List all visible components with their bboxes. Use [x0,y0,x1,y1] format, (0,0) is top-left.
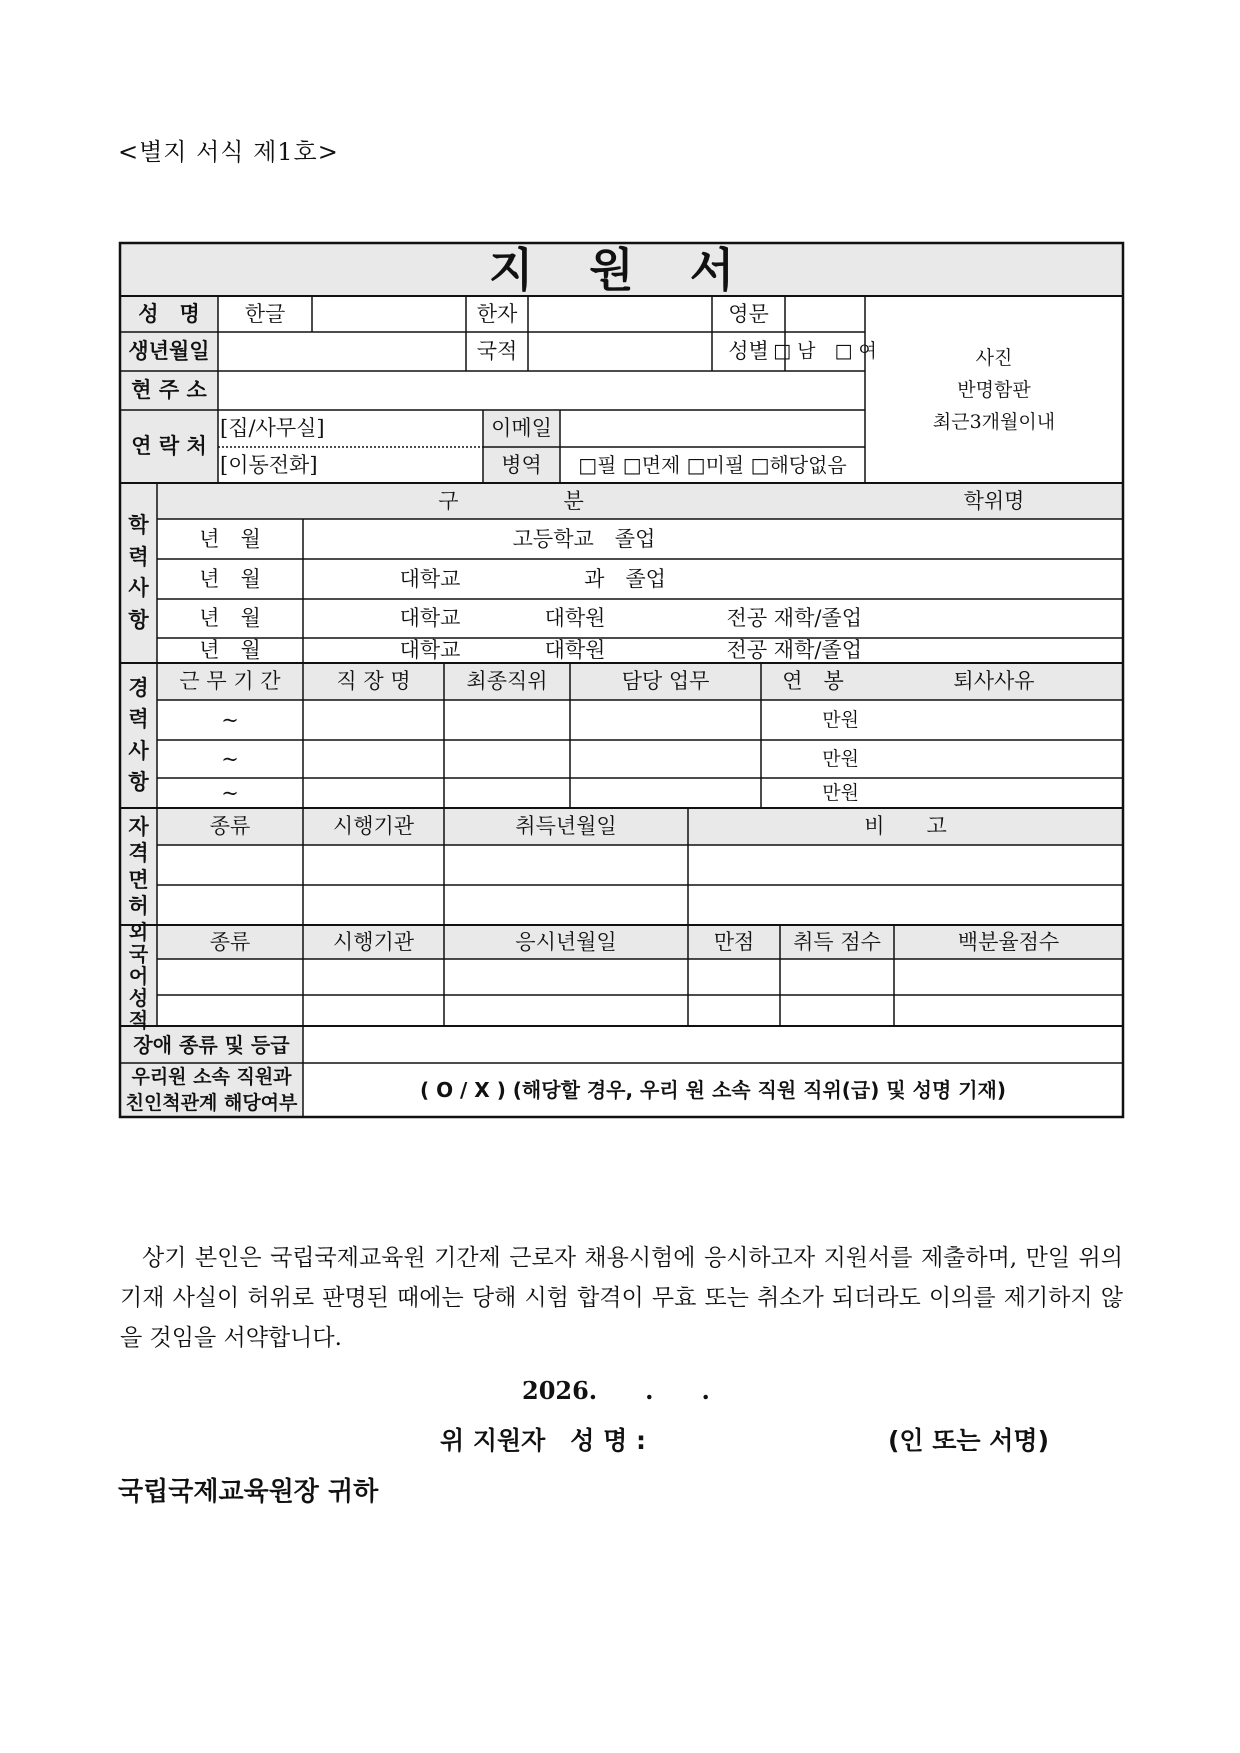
education-year-month[interactable]: 년 월 [199,606,261,630]
email-field[interactable] [560,410,865,447]
education-label-char: 학 [128,513,149,537]
career-period-field[interactable]: ~ [221,780,239,805]
email-label: 이메일 [491,416,552,440]
license-label-char: 허 [128,893,149,918]
gender-label: 성별 [728,339,769,363]
career-section-label [120,663,157,808]
license-section-label [120,808,157,925]
career-period-field[interactable]: ~ [221,746,239,771]
education-category-header: 구 분 [438,488,584,513]
education-row-highschool: 고등학교 졸업 [512,526,656,551]
education-label-char: 력 [128,544,149,569]
pledge-paragraph: 상기 본인은 국립국제교육원 기간제 근로자 채용시험에 응시하고자 지원서를 제출하며, 만일 위의 기재 사실이 허위로 판명된 때에는 당해 시험 합격이 무효 또는 취소가 되더라도 이의를 제기하지 않을 것임을 서약합니다. [120,1245,1123,1351]
korean-name-field[interactable] [312,296,466,332]
language-percentile-header: 백분율점수 [957,929,1060,954]
form-title: 지 원 서 [488,242,755,297]
education-year-month[interactable]: 년 월 [199,526,261,551]
disability-label: 장애 종류 및 등급 [133,1032,290,1057]
photo-caption-line1: 사진 [975,346,1013,369]
hanja-name-label: 한자 [476,301,518,326]
home-office-phone-field[interactable]: [집/사무실] [220,416,325,440]
career-duty-header: 담당 업무 [621,669,710,693]
license-type-header: 종류 [209,814,251,838]
language-label-char: 성 [128,985,149,1010]
license-remarks-header: 비 고 [864,814,947,838]
staff-relation-label-line1: 우리원 소속 직원과 [131,1066,292,1088]
language-label-char: 어 [128,963,149,988]
license-label-char: 면 [128,867,149,892]
form-number-note: <별지 서식 제1호> [118,138,339,166]
career-period-field[interactable]: ~ [221,707,239,732]
language-score-header: 취득 점수 [793,929,881,954]
language-test-date-header: 응시년월일 [515,929,617,954]
career-label-char: 사 [128,738,149,763]
education-university-text: 대학교 [399,638,461,662]
education-year-month[interactable]: 년 월 [199,566,261,591]
photo-box [865,296,1123,483]
education-section-label [120,483,157,663]
license-label-char: 격 [128,841,149,866]
education-graduate-text: 대학원 [544,638,606,662]
staff-relation-field[interactable]: ( O / X ) (해당할 경우, 우리 원 소속 직원 직위(급) 및 성명 기재) [419,1078,1007,1102]
career-label-char: 항 [128,770,149,794]
career-period-header: 근 무 기 간 [179,669,281,693]
education-graduate-text: 대학원 [544,606,606,630]
license-issuer-header: 시행기관 [332,814,415,838]
language-type-header: 종류 [209,929,251,954]
korean-name-label: 한글 [244,301,286,326]
address-field[interactable] [218,371,865,410]
education-university-text: 대학교 [399,606,461,630]
education-major-status-text: 전공 재학/졸업 [726,638,862,662]
nationality-field[interactable] [528,332,712,371]
staff-relation-label-line2: 친인척관계 해당여부 [125,1092,298,1114]
career-position-header: 최종직위 [466,669,548,693]
addressee: 국립국제교육원장 귀하 [118,1477,379,1507]
license-label-char: 자 [128,815,149,839]
language-label-char: 외 [128,919,149,944]
signature-seal-placeholder[interactable]: (인 또는 서명) [888,1426,1050,1455]
language-issuer-header: 시행기관 [332,929,415,954]
education-university-text: 대학교 [399,566,461,591]
disability-field[interactable] [303,1026,1123,1063]
nationality-label: 국적 [476,339,518,363]
photo-caption-line3: 최근3개월이내 [932,410,1056,433]
birth-date-field[interactable] [218,332,466,371]
language-section-label [120,919,157,1032]
education-year-month[interactable]: 년 월 [199,638,261,662]
military-service-label: 병역 [501,452,542,477]
education-label-char: 항 [128,607,149,632]
education-major-status-text: 전공 재학/졸업 [726,606,862,630]
military-service-checkboxes[interactable]: □필 □면제 □미필 □해당없음 [578,453,847,477]
hanja-name-field[interactable] [528,296,712,332]
english-name-label: 영문 [728,301,769,326]
career-salary-unit: 만원 [822,747,859,770]
language-max-score-header: 만점 [713,929,755,954]
application-form [120,243,1123,1225]
name-label: 성 명 [138,301,200,326]
staff-relation-label [120,1063,303,1117]
photo-caption-line2: 반명함판 [957,378,1031,401]
address-label: 현 주 소 [131,378,207,402]
career-salary-unit: 만원 [822,708,859,731]
english-name-field[interactable] [785,296,865,332]
career-company-header: 직 장 명 [336,669,411,693]
education-degree-header: 학위명 [963,488,1025,513]
career-leaving-reason-header: 퇴사사유 [953,669,1035,693]
gender-checkboxes[interactable]: □ 남 □ 여 [773,340,877,362]
mobile-phone-field[interactable]: [이동전화] [220,452,318,477]
application-date[interactable]: 2026. . . [522,1376,710,1405]
education-label-char: 사 [128,576,149,600]
birth-date-label: 생년월일 [128,339,210,363]
career-label-char: 경 [128,675,149,700]
education-department-text: 과 졸업 [584,566,666,591]
career-salary-header: 연 봉 [782,669,844,693]
career-label-char: 력 [128,707,149,731]
applicant-name-label: 위 지원자 성 명 : [440,1426,647,1455]
language-label-char: 국 [128,941,149,966]
license-date-header: 취득년월일 [515,814,617,838]
career-salary-unit: 만원 [822,781,859,804]
contact-label: 연 락 처 [131,434,207,458]
language-label-char: 적 [128,1007,149,1032]
